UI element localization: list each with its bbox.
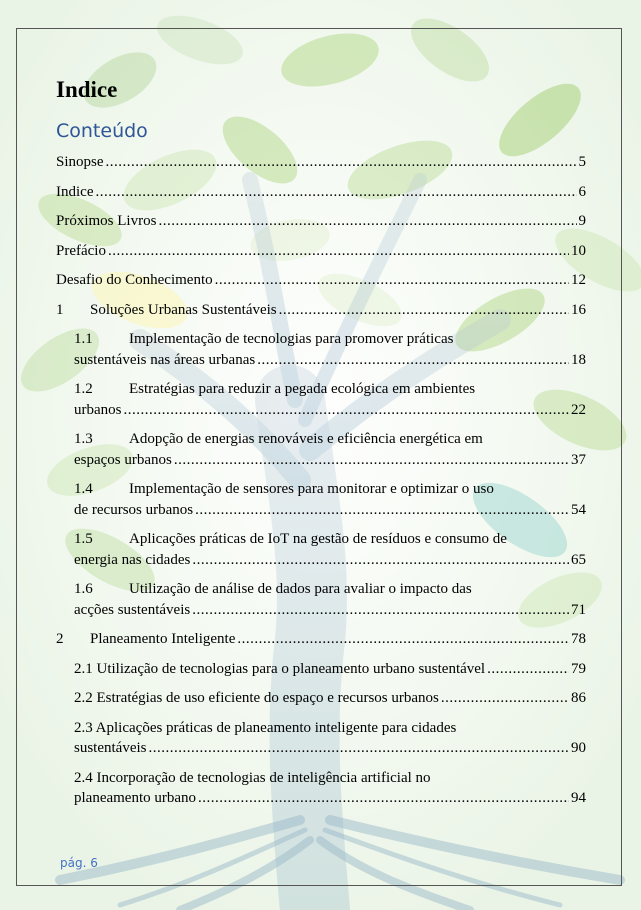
toc-entry-page: 6	[578, 183, 586, 200]
toc-entry[interactable]	[56, 329, 586, 370]
toc-dot-leader	[215, 270, 569, 291]
toc-entry-number: 1.6	[74, 581, 93, 597]
toc-entry-title-line1: Aplicações práticas de IoT na gestão de resíduos e consumo de	[129, 531, 507, 547]
toc-entry-page: 90	[571, 740, 586, 756]
toc-entry-title: Planeamento Inteligente	[90, 631, 236, 647]
toc-entry-title-line2: de recursos urbanos	[74, 501, 194, 518]
toc-entry-page: 22	[571, 401, 586, 418]
toc-entry[interactable]	[56, 182, 586, 203]
toc-entry[interactable]	[56, 659, 586, 680]
document-content	[56, 74, 586, 809]
toc-entry-title-line2: acções sustentáveis	[74, 601, 191, 618]
toc-entry-number: 1	[56, 301, 64, 318]
toc-entry-page: 71	[571, 601, 586, 618]
toc-entry-page: 78	[571, 631, 586, 647]
toc-dot-leader	[192, 550, 569, 571]
toc-entry-title-line2: planeamento urbano	[74, 790, 197, 806]
toc-entry[interactable]	[56, 211, 586, 232]
toc-entry-number: 1.4	[74, 481, 93, 497]
toc-entry-page: 65	[571, 551, 586, 568]
toc-entry[interactable]	[56, 270, 586, 291]
toc-dot-leader	[198, 788, 569, 809]
toc-dot-leader	[257, 350, 569, 371]
toc-entry[interactable]	[56, 718, 586, 759]
toc-dot-leader	[441, 688, 569, 709]
toc-entry-title: Prefácio	[56, 242, 106, 259]
toc-entry[interactable]	[56, 529, 586, 570]
toc-entry-number: 1.5	[74, 531, 93, 547]
toc-dot-leader	[95, 182, 576, 203]
toc-entry-title-line1: Estratégias para reduzir a pegada ecológica em ambientes	[129, 381, 476, 397]
toc-dot-leader	[487, 659, 569, 680]
toc-entry-number: 1.3	[74, 431, 93, 447]
toc-entry-title-line1: Utilização de análise de dados para avaliar o impacto das	[129, 581, 472, 597]
toc-heading: Conteúdo	[56, 120, 148, 142]
toc-entry[interactable]	[56, 579, 586, 620]
page-heading: Indice	[56, 77, 118, 102]
toc-entry-title-line2: sustentáveis nas áreas urbanas	[74, 351, 256, 368]
toc-dot-leader	[106, 152, 577, 173]
toc-entry-title-line2: urbanos	[74, 401, 122, 418]
toc-dot-leader	[279, 300, 569, 321]
toc-entry[interactable]	[56, 379, 586, 420]
toc-entry-title: Sinopse	[56, 154, 104, 170]
toc-entry-title: Próximos Livros	[56, 213, 157, 229]
toc-entry-title: Desafio do Conhecimento	[56, 272, 213, 288]
toc-entry-number: 1.1	[74, 331, 93, 347]
toc-entry-title-line2: energia nas cidades	[74, 551, 191, 568]
toc-entry-page: 86	[571, 690, 586, 706]
toc-entry[interactable]	[56, 241, 586, 262]
toc-entry-title-line2: espaços urbanos	[74, 451, 172, 468]
toc-entry[interactable]	[56, 688, 586, 709]
toc-dot-leader	[192, 600, 569, 621]
toc-dot-leader	[124, 400, 570, 421]
toc-entry-page: 16	[571, 301, 586, 318]
toc-dot-leader	[195, 500, 569, 521]
toc-entry[interactable]	[56, 629, 586, 650]
toc-entry-page: 9	[578, 213, 586, 229]
toc-entry-title-line1: Implementação de sensores para monitorar e optimizar o uso	[129, 481, 494, 497]
toc-entry-page: 94	[571, 790, 586, 806]
toc-dot-leader	[237, 629, 569, 650]
toc-entry-page: 54	[571, 501, 586, 518]
toc-entry[interactable]	[56, 479, 586, 520]
page-number-footer: pág. 6	[60, 856, 98, 870]
toc-entry-page: 37	[571, 451, 586, 468]
toc-entry-title-line1: 2.4 Incorporação de tecnologias de inteligência artificial no	[74, 769, 431, 786]
toc-entry-page: 5	[578, 154, 586, 170]
toc-entry-title-line2: sustentáveis	[74, 740, 147, 756]
toc-entry-page: 18	[571, 351, 586, 368]
toc-entry[interactable]	[56, 300, 586, 321]
toc-entry[interactable]	[56, 768, 586, 809]
toc-entry-number: 2	[56, 631, 64, 647]
toc-dot-leader	[108, 241, 569, 262]
toc-entry-title-line1: Implementação de tecnologias para promover práticas	[129, 331, 454, 347]
toc-entry-page: 12	[571, 272, 586, 288]
toc-entry-title-line1: 2.3 Aplicações práticas de planeamento inteligente para cidades	[74, 719, 457, 736]
toc-entry-title: Indice	[56, 183, 94, 200]
toc-dot-leader	[149, 738, 570, 759]
toc-entry-page: 79	[571, 660, 586, 677]
toc-entry-title-line1: Adopção de energias renováveis e eficiência energética em	[129, 431, 483, 447]
toc-entry-title: 2.2 Estratégias de uso eficiente do espaço e recursos urbanos	[74, 690, 439, 706]
toc-dot-leader	[158, 211, 576, 232]
toc-entry-page: 10	[571, 242, 586, 259]
table-of-contents	[56, 152, 586, 809]
toc-entry-title: Soluções Urbanas Sustentáveis	[90, 301, 277, 318]
toc-dot-leader	[174, 450, 569, 471]
toc-entry[interactable]	[56, 152, 586, 173]
toc-entry-title: 2.1 Utilização de tecnologias para o planeamento urbano sustentável	[74, 660, 486, 677]
toc-entry-number: 1.2	[74, 381, 93, 397]
toc-entry[interactable]	[56, 429, 586, 470]
